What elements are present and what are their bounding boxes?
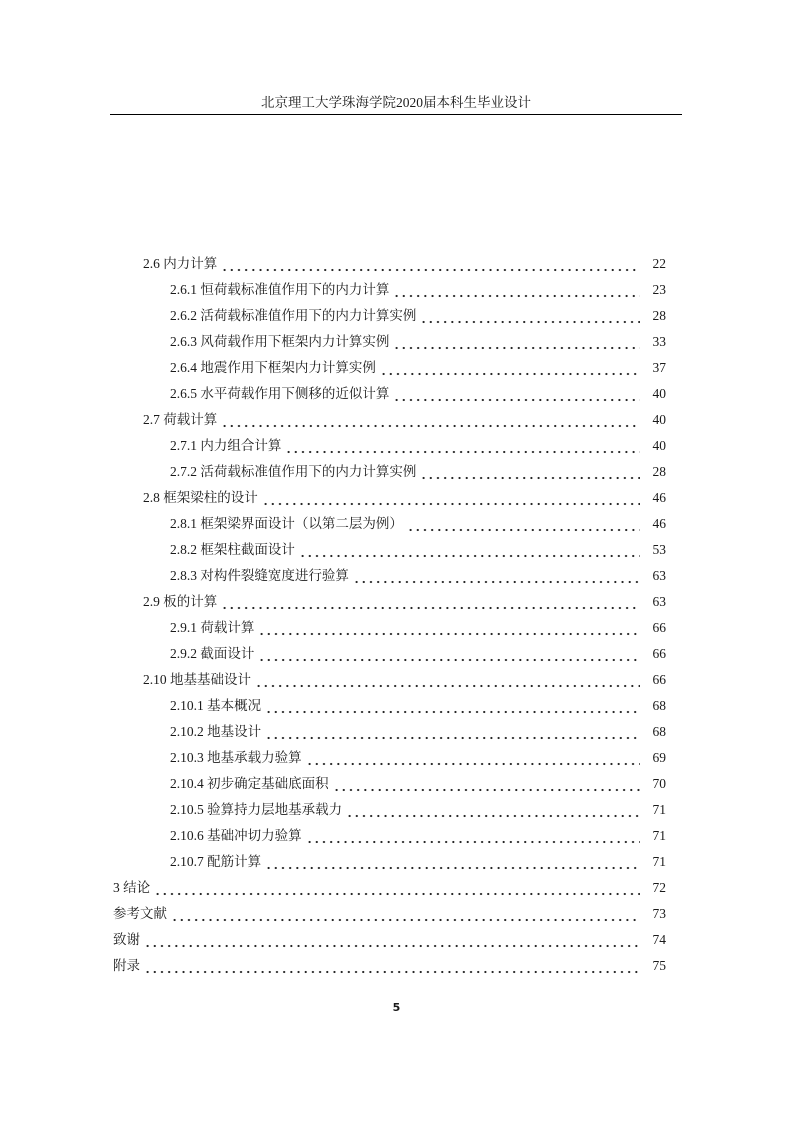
toc-entry-page: 40 <box>652 386 666 401</box>
toc-entry-title: 附录 <box>113 958 140 973</box>
toc-entry-page: 66 <box>652 672 666 687</box>
toc-entry-page: 66 <box>652 646 666 661</box>
dot-leader <box>393 277 640 303</box>
toc-entry-title: 2.6.2 活荷载标准值作用下的内力计算实例 <box>170 308 417 323</box>
toc-entry-title: 2.6 内力计算 <box>143 256 218 271</box>
toc-entry <box>113 797 666 823</box>
toc-entry <box>113 537 666 563</box>
toc-entry-title: 2.10 地基基础设计 <box>143 672 251 687</box>
toc-entry <box>113 407 666 433</box>
toc-entry <box>113 251 666 277</box>
toc-entry-page: 63 <box>652 594 666 609</box>
toc-entry-title: 3 结论 <box>113 880 151 895</box>
toc-entry-page: 23 <box>652 282 666 297</box>
toc-entry-title: 2.8.2 框架柱截面设计 <box>170 542 295 557</box>
toc-entry <box>113 927 666 953</box>
toc-entry-title: 2.6.3 风荷载作用下框架内力计算实例 <box>170 334 390 349</box>
toc-entry <box>113 485 666 511</box>
toc-entry-title: 2.6.4 地震作用下框架内力计算实例 <box>170 360 376 375</box>
toc-entry-page: 71 <box>652 828 666 843</box>
toc-entry <box>113 329 666 355</box>
dot-leader <box>265 849 640 875</box>
dot-leader <box>306 745 640 771</box>
dot-leader <box>380 355 640 381</box>
toc-entry <box>113 381 666 407</box>
toc-entry-page: 33 <box>652 334 666 349</box>
dot-leader <box>299 537 640 563</box>
toc-entry-page: 22 <box>652 256 666 271</box>
page-number: 5 <box>392 1001 401 1014</box>
dot-leader <box>393 329 640 355</box>
dot-leader <box>221 407 640 433</box>
dot-leader <box>258 641 640 667</box>
dot-leader <box>262 485 640 511</box>
toc-entry-title: 2.10.5 验算持力层地基承载力 <box>170 802 343 817</box>
toc-entry <box>113 615 666 641</box>
toc-entry-page: 75 <box>652 958 666 973</box>
toc-entry-page: 40 <box>652 412 666 427</box>
toc-entry-page: 74 <box>652 932 666 947</box>
toc-entry-title: 2.10.2 地基设计 <box>170 724 262 739</box>
toc-entry <box>113 823 666 849</box>
toc-entry-title: 2.8.3 对构件裂缝宽度进行验算 <box>170 568 349 583</box>
toc-entry-page: 68 <box>652 724 666 739</box>
dot-leader <box>346 797 640 823</box>
toc-entry-page: 69 <box>652 750 666 765</box>
toc-entry-page: 53 <box>652 542 666 557</box>
page-header <box>110 93 682 115</box>
page-footer <box>0 1000 793 1016</box>
toc-entry-title: 2.9.1 荷载计算 <box>170 620 255 635</box>
toc-entry-title: 2.10.4 初步确定基础底面积 <box>170 776 329 791</box>
toc-entry <box>113 667 666 693</box>
dot-leader <box>265 719 640 745</box>
toc-entry-page: 71 <box>652 802 666 817</box>
toc-entry-page: 73 <box>652 906 666 921</box>
dot-leader <box>258 615 640 641</box>
toc-entry-title: 2.10.3 地基承载力验算 <box>170 750 302 765</box>
toc-entry-page: 28 <box>652 464 666 479</box>
header-title: 北京理工大学珠海学院2020届本科生毕业设计 <box>261 95 531 110</box>
toc-entry-title: 2.10.1 基本概况 <box>170 698 262 713</box>
dot-leader <box>285 433 640 459</box>
toc-entry-title: 致谢 <box>113 932 140 947</box>
toc-entry <box>113 433 666 459</box>
toc-entry-page: 40 <box>652 438 666 453</box>
toc-entry-page: 68 <box>652 698 666 713</box>
toc-entry-page: 63 <box>652 568 666 583</box>
dot-leader <box>353 563 640 589</box>
toc-entry <box>113 589 666 615</box>
toc-entry-page: 28 <box>652 308 666 323</box>
toc-entry <box>113 771 666 797</box>
dot-leader <box>306 823 640 849</box>
toc-entry <box>113 355 666 381</box>
dot-leader <box>171 901 640 927</box>
dot-leader <box>420 303 640 329</box>
dot-leader <box>154 875 640 901</box>
toc-entry-title: 2.7.1 内力组合计算 <box>170 438 282 453</box>
toc-entry-page: 72 <box>652 880 666 895</box>
toc-entry <box>113 641 666 667</box>
toc-entry <box>113 511 666 537</box>
dot-leader <box>144 953 640 979</box>
toc-entry <box>113 719 666 745</box>
toc-entry-title: 2.9.2 截面设计 <box>170 646 255 661</box>
toc-entry <box>113 693 666 719</box>
dot-leader <box>333 771 640 797</box>
toc-entry-title: 2.8 框架梁柱的设计 <box>143 490 258 505</box>
dot-leader <box>144 927 640 953</box>
toc-entry-title: 参考文献 <box>113 906 167 921</box>
toc-entry-page: 37 <box>652 360 666 375</box>
toc-entry-title: 2.6.1 恒荷载标准值作用下的内力计算 <box>170 282 390 297</box>
toc-entry <box>113 901 666 927</box>
dot-leader <box>393 381 640 407</box>
toc-entry <box>113 745 666 771</box>
toc-entry-title: 2.6.5 水平荷载作用下侧移的近似计算 <box>170 386 390 401</box>
dot-leader <box>420 459 640 485</box>
dot-leader <box>265 693 640 719</box>
toc-list <box>113 251 666 979</box>
toc-entry-page: 71 <box>652 854 666 869</box>
toc-entry <box>113 953 666 979</box>
toc-entry-page: 46 <box>652 490 666 505</box>
toc-entry <box>113 459 666 485</box>
toc-entry <box>113 277 666 303</box>
toc-entry-page: 66 <box>652 620 666 635</box>
toc-entry <box>113 849 666 875</box>
toc-entry <box>113 875 666 901</box>
toc-entry-title: 2.7 荷载计算 <box>143 412 218 427</box>
dot-leader <box>255 667 640 693</box>
toc-entry <box>113 563 666 589</box>
toc-entry-title: 2.10.7 配筋计算 <box>170 854 262 869</box>
toc-entry-title: 2.9 板的计算 <box>143 594 218 609</box>
toc-entry-title: 2.10.6 基础冲切力验算 <box>170 828 302 843</box>
toc-entry-title: 2.7.2 活荷载标准值作用下的内力计算实例 <box>170 464 417 479</box>
toc-entry <box>113 303 666 329</box>
dot-leader <box>221 251 640 277</box>
toc-entry-page: 46 <box>652 516 666 531</box>
dot-leader <box>407 511 640 537</box>
toc-entry-title: 2.8.1 框架梁界面设计（以第二层为例） <box>170 516 403 531</box>
toc-entry-page: 70 <box>652 776 666 791</box>
dot-leader <box>221 589 640 615</box>
